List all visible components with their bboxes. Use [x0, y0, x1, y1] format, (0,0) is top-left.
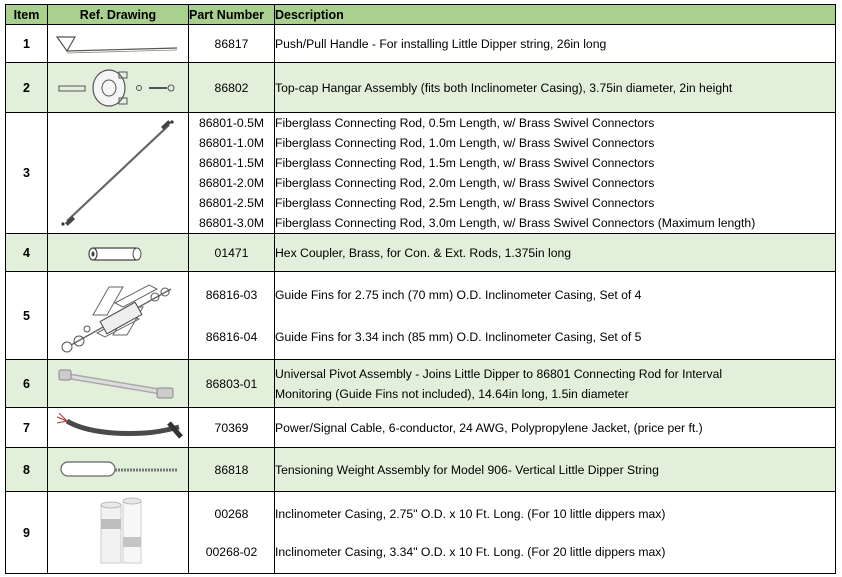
part-number: 86817 — [214, 36, 249, 51]
power-signal-cable-photo — [48, 408, 189, 448]
description: Guide Fins for 2.75 inch (70 mm) O.D. Inclinometer Casing, Set of 4 — [275, 287, 642, 302]
part-number: 86801-2.5M — [198, 196, 265, 210]
part-number: 00268-02 — [205, 544, 258, 559]
description: Monitoring (Guide Fins not included), 14.64in long, 1.5in diameter — [275, 386, 629, 401]
description: Fiberglass Connecting Rod, 1.5m Length, w/ Brass Swivel Connectors — [275, 156, 655, 170]
universal-pivot-drawing — [48, 360, 189, 408]
part-number: 00268 — [214, 506, 249, 521]
inclinometer-casing-photo — [48, 492, 189, 574]
part-number: 86818 — [214, 462, 249, 477]
description: Inclinometer Casing, 2.75" O.D. x 10 Ft. Long. (For 10 little dippers max) — [275, 506, 666, 521]
table-row — [6, 234, 836, 272]
table-row — [6, 272, 836, 360]
part-number: 01471 — [214, 245, 249, 260]
part-number: 86801-1.5M — [198, 156, 265, 170]
item-number: 2 — [6, 63, 48, 113]
part-number: 86801-3.0M — [198, 216, 265, 230]
item-number: 6 — [6, 360, 48, 408]
description: Top-cap Hangar Assembly (fits both Inclinometer Casing), 3.75in diameter, 2in height — [275, 80, 733, 95]
table-row — [6, 448, 836, 492]
table-row — [6, 63, 836, 113]
table-row — [6, 360, 836, 408]
item-number: 5 — [6, 272, 48, 360]
description: Inclinometer Casing, 3.34" O.D. x 10 Ft. Long. (For 20 little dippers max) — [275, 544, 666, 559]
table-row — [6, 25, 836, 63]
description: Fiberglass Connecting Rod, 2.5m Length, w/ Brass Swivel Connectors — [275, 196, 655, 210]
part-number: 86801-1.0M — [198, 136, 265, 150]
part-number: 86802 — [214, 80, 249, 95]
table-row — [6, 492, 836, 574]
item-number: 8 — [6, 448, 48, 492]
description: Universal Pivot Assembly - Joins Little Dipper to 86801 Connecting Rod for Interval — [275, 366, 723, 381]
description: Guide Fins for 3.34 inch (85 mm) O.D. Inclinometer Casing, Set of 5 — [275, 329, 642, 344]
header-part-number: Part Number — [189, 5, 275, 25]
hex-coupler-drawing — [48, 234, 189, 272]
header-item: Item — [6, 5, 48, 25]
guide-fins-drawing — [48, 272, 189, 360]
item-number: 9 — [6, 492, 48, 574]
part-number: 70369 — [214, 420, 249, 435]
part-number: 86801-0.5M — [198, 116, 265, 130]
description: Fiberglass Connecting Rod, 3.0m Length, w/ Brass Swivel Connectors (Maximum length) — [275, 216, 756, 230]
item-number: 4 — [6, 234, 48, 272]
description: Fiberglass Connecting Rod, 0.5m Length, w/ Brass Swivel Connectors — [275, 116, 655, 130]
description: Hex Coupler, Brass, for Con. & Ext. Rods, 1.375in long — [275, 245, 572, 260]
part-number: 86803-01 — [205, 376, 258, 391]
part-number: 86816-04 — [205, 329, 258, 344]
table-row — [6, 408, 836, 448]
description: Tensioning Weight Assembly for Model 906- Vertical Little Dipper String — [275, 462, 659, 477]
description: Fiberglass Connecting Rod, 2.0m Length, w/ Brass Swivel Connectors — [275, 176, 655, 190]
table-row — [6, 113, 836, 234]
description: Push/Pull Handle - For installing Little Dipper string, 26in long — [275, 36, 607, 51]
push-pull-handle-drawing — [48, 25, 189, 63]
description: Power/Signal Cable, 6-conductor, 24 AWG, Polypropylene Jacket, (price per ft.) — [275, 420, 703, 435]
parts-table — [5, 4, 836, 574]
description: Fiberglass Connecting Rod, 1.0m Length, w/ Brass Swivel Connectors — [275, 136, 655, 150]
item-number: 3 — [6, 113, 48, 234]
header-ref-drawing: Ref. Drawing — [48, 5, 189, 25]
connecting-rod-drawing — [48, 113, 189, 234]
part-number: 86816-03 — [205, 287, 258, 302]
item-number: 7 — [6, 408, 48, 448]
tensioning-weight-drawing — [48, 448, 189, 492]
header-row — [6, 5, 836, 25]
part-number: 86801-2.0M — [198, 176, 265, 190]
header-description: Description — [275, 5, 836, 25]
top-cap-hangar-drawing — [48, 63, 189, 113]
item-number: 1 — [6, 25, 48, 63]
